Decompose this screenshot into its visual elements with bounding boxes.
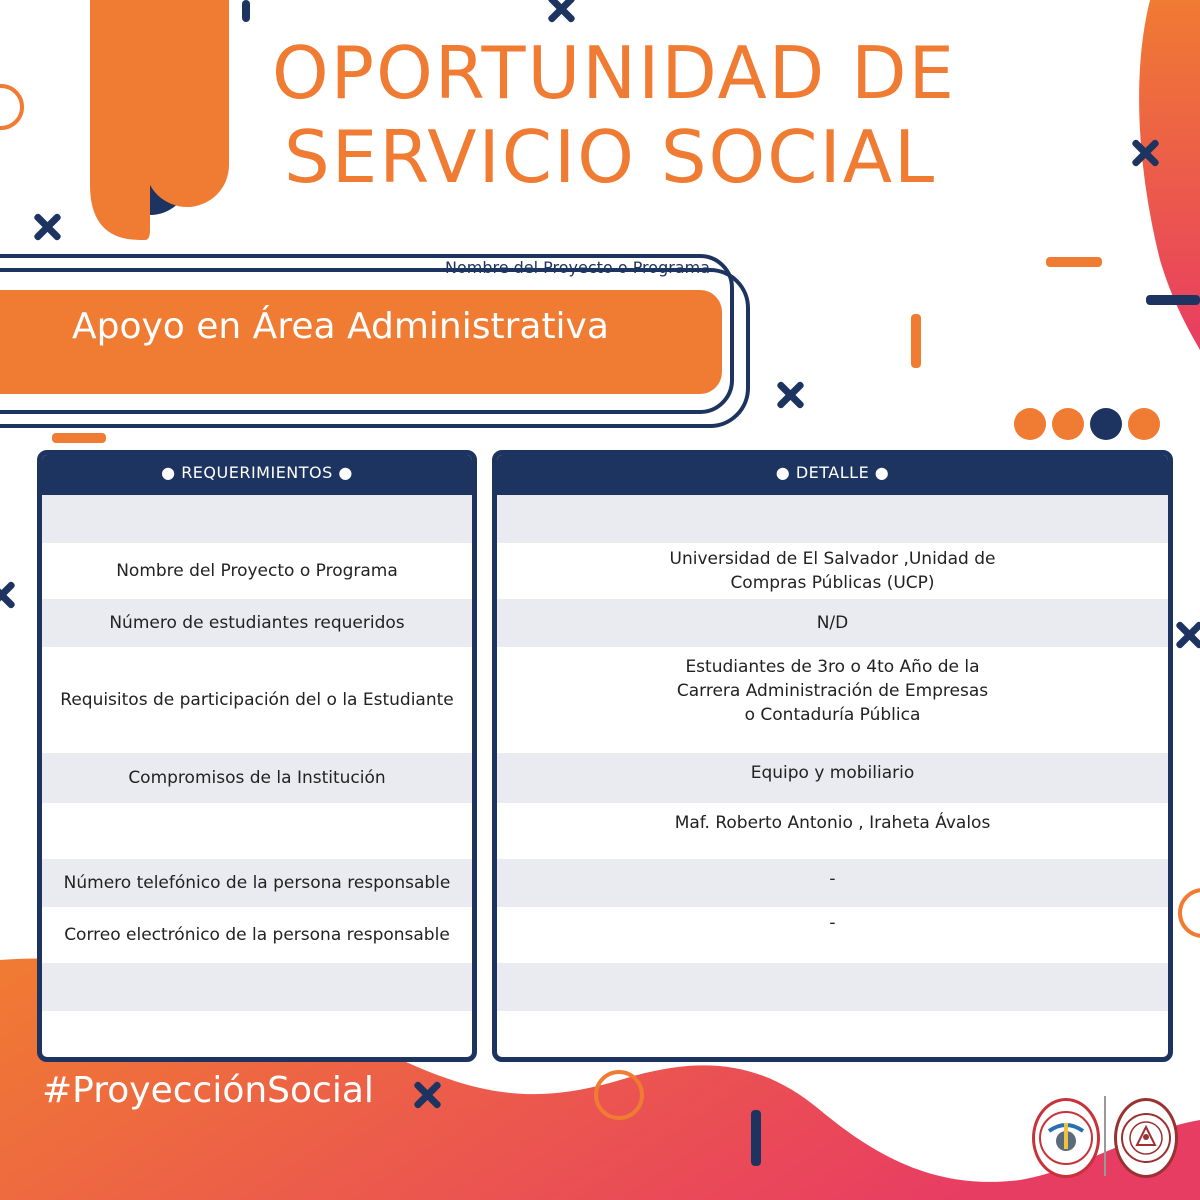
dash-decoration (1046, 257, 1102, 267)
table-row (497, 647, 1168, 747)
ring-icon (594, 1070, 644, 1120)
detail-header: ● DETALLE ● (497, 455, 1168, 495)
x-mark-icon (32, 212, 62, 242)
dash-decoration (911, 314, 921, 368)
faculty-seal-icon (1032, 1098, 1100, 1178)
table-row (497, 963, 1168, 1011)
dot-icon (1052, 408, 1084, 440)
detail-line: Carrera Administración de Empresas (676, 681, 989, 701)
detail-line: - (829, 869, 836, 889)
x-mark-icon (412, 1080, 442, 1110)
dash-decoration (52, 433, 106, 443)
requirement-label: Requisitos de participación del o la Estudiante (60, 690, 454, 710)
table-row (497, 599, 1168, 647)
detail-line: Estudiantes de 3ro o 4to Año de la (685, 657, 980, 677)
detail-line: Compras Públicas (UCP) (730, 573, 935, 593)
table-row (42, 599, 472, 647)
hashtag: #ProyecciónSocial (42, 1070, 374, 1111)
detail-line: - (829, 913, 836, 933)
detail-line: Universidad de El Salvador ,Unidad de (669, 549, 996, 569)
requirements-panel (37, 450, 477, 1062)
table-row (42, 803, 472, 859)
table-row (42, 907, 472, 963)
table-row (42, 647, 472, 753)
x-mark-icon (0, 580, 16, 610)
table-row (42, 753, 472, 803)
x-mark-icon (1130, 138, 1160, 168)
university-seal-icon (1114, 1098, 1178, 1178)
table-row (497, 495, 1168, 543)
table-row (497, 753, 1168, 803)
dash-decoration (242, 0, 250, 22)
table-row (42, 963, 472, 1011)
project-label: Nombre del Proyecto o Programa (444, 258, 710, 277)
dash-decoration (751, 1110, 761, 1166)
requirement-label: Número de estudiantes requeridos (109, 613, 405, 633)
requirement-label: Correo electrónico de la persona responsable (64, 925, 450, 945)
x-mark-icon (546, 0, 576, 24)
table-row (497, 907, 1168, 963)
table-row (42, 543, 472, 599)
detail-line: N/D (816, 613, 849, 633)
table-row (42, 1011, 472, 1062)
dot-icon (1014, 408, 1046, 440)
detail-line: Equipo y mobiliario (750, 763, 915, 783)
page-title-line-2: SERVICIO SOCIAL (284, 115, 937, 199)
dash-decoration (1146, 295, 1200, 305)
requirements-header: ● REQUERIMIENTOS ● (42, 455, 472, 495)
requirement-label: Número telefónico de la persona responsable (63, 873, 451, 893)
dot-icon (1090, 408, 1122, 440)
detail-line: Maf. Roberto Antonio , Iraheta Ávalos (674, 813, 991, 833)
x-mark-icon (1174, 620, 1200, 650)
x-mark-icon (775, 380, 805, 410)
table-row (42, 495, 472, 543)
table-row (497, 859, 1168, 907)
table-row (42, 859, 472, 907)
dot-icon (1128, 408, 1160, 440)
page-title-line-1: OPORTUNIDAD DE (272, 31, 957, 115)
detail-panel (492, 450, 1173, 1062)
table-row (497, 1011, 1168, 1062)
table-row (497, 543, 1168, 599)
requirement-label: Nombre del Proyecto o Programa (116, 561, 398, 581)
table-row (497, 803, 1168, 859)
requirement-label: Compromisos de la Institución (128, 768, 386, 788)
detail-line: o Contaduría Pública (744, 705, 921, 725)
project-name: Apoyo en Área Administrativa (72, 306, 609, 347)
logo-divider (1104, 1096, 1106, 1176)
